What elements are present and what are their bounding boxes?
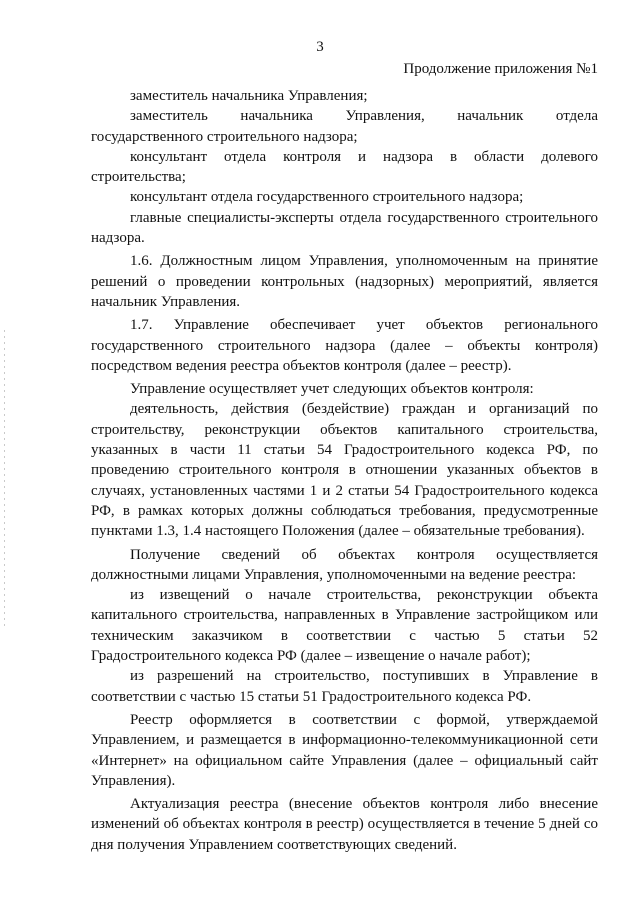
paragraph-objects-intro: Управление осуществляет учет следующих объектов контроля:: [130, 381, 534, 398]
paragraph-permits: из разрешений на строительство, поступивших в Управление в соответствии с частью 15 статьи 51 Градостроительного кодекса РФ.: [91, 668, 598, 705]
paragraph-1-6: 1.6. Должностным лицом Управления, уполномоченным на принятие решений о проведении контрольных (надзорных) мероприятий, является начальник Управления.: [91, 253, 598, 310]
scan-margin-mark: [4, 330, 5, 630]
paragraph-information-receipt: Получение сведений об объектах контроля осуществляется должностными лицами Управления, уполномоченными на ведение реестра:: [91, 546, 598, 583]
page-number: 3: [316, 39, 324, 55]
paragraph-registry-form: Реестр оформляется в соответствии с формой, утверждаемой Управлением, и размещается в информационно-телекоммуникационной сети «Интернет» на официальном сайте Управления (далее – официальный сайт Управления).: [91, 711, 598, 789]
paragraph-consultant-shared-construction: консультант отдела контроля и надзора в области долевого строительства;: [91, 148, 598, 186]
paragraph-deputy-head-supervision: заместитель начальника Управления, начальник отдела государственного строительного надзора;: [91, 108, 598, 145]
paragraph-registry-update: Актуализация реестра (внесение объектов контроля либо внесение изменений об объектах контроля в реестр) осуществляется в течение 5 дней со дня получения Управлением соответствующих сведений.: [91, 796, 598, 853]
appendix-continuation-note: Продолжение приложения №1: [403, 61, 598, 77]
paragraph-consultant-supervision: консультант отдела государственного строительного надзора;: [130, 189, 524, 206]
paragraph-deputy-head: заместитель начальника Управления;: [130, 88, 368, 104]
paragraph-chief-specialists: главные специалисты-эксперты отдела государственного строительного надзора.: [91, 209, 598, 247]
paragraph-notices: из извещений о начале строительства, реконструкции объекта капитального строительства, направленных в Управление застройщиком или техническим заказчиком в соответствии с частью 5 статьи 52 Градостроительного кодекса РФ (далее – извещение о начале работ);: [91, 587, 598, 665]
paragraph-1-7: 1.7. Управление обеспечивает учет объектов регионального государственного строительного надзора (далее – объекты контроля) посредством ведения реестра объектов контроля (далее – реестр).: [91, 317, 598, 374]
paragraph-activity: деятельность, действия (бездействие) граждан и организаций по строительству, реконструкции объектов капитального строительства, указанных в части 11 статьи 54 Градостроительного кодекса РФ, по проведению строительного контроля в отношении указанных объектов в случаях, установленных частями 1 и 2 статьи 54 Градостроительного кодекса РФ, в рамках которых должны соблюдаться требования, предусмотренные пунктами 1.3, 1.4 настоящего Положения (далее – обязательные требования).: [91, 401, 598, 540]
document-body: [91, 86, 598, 855]
